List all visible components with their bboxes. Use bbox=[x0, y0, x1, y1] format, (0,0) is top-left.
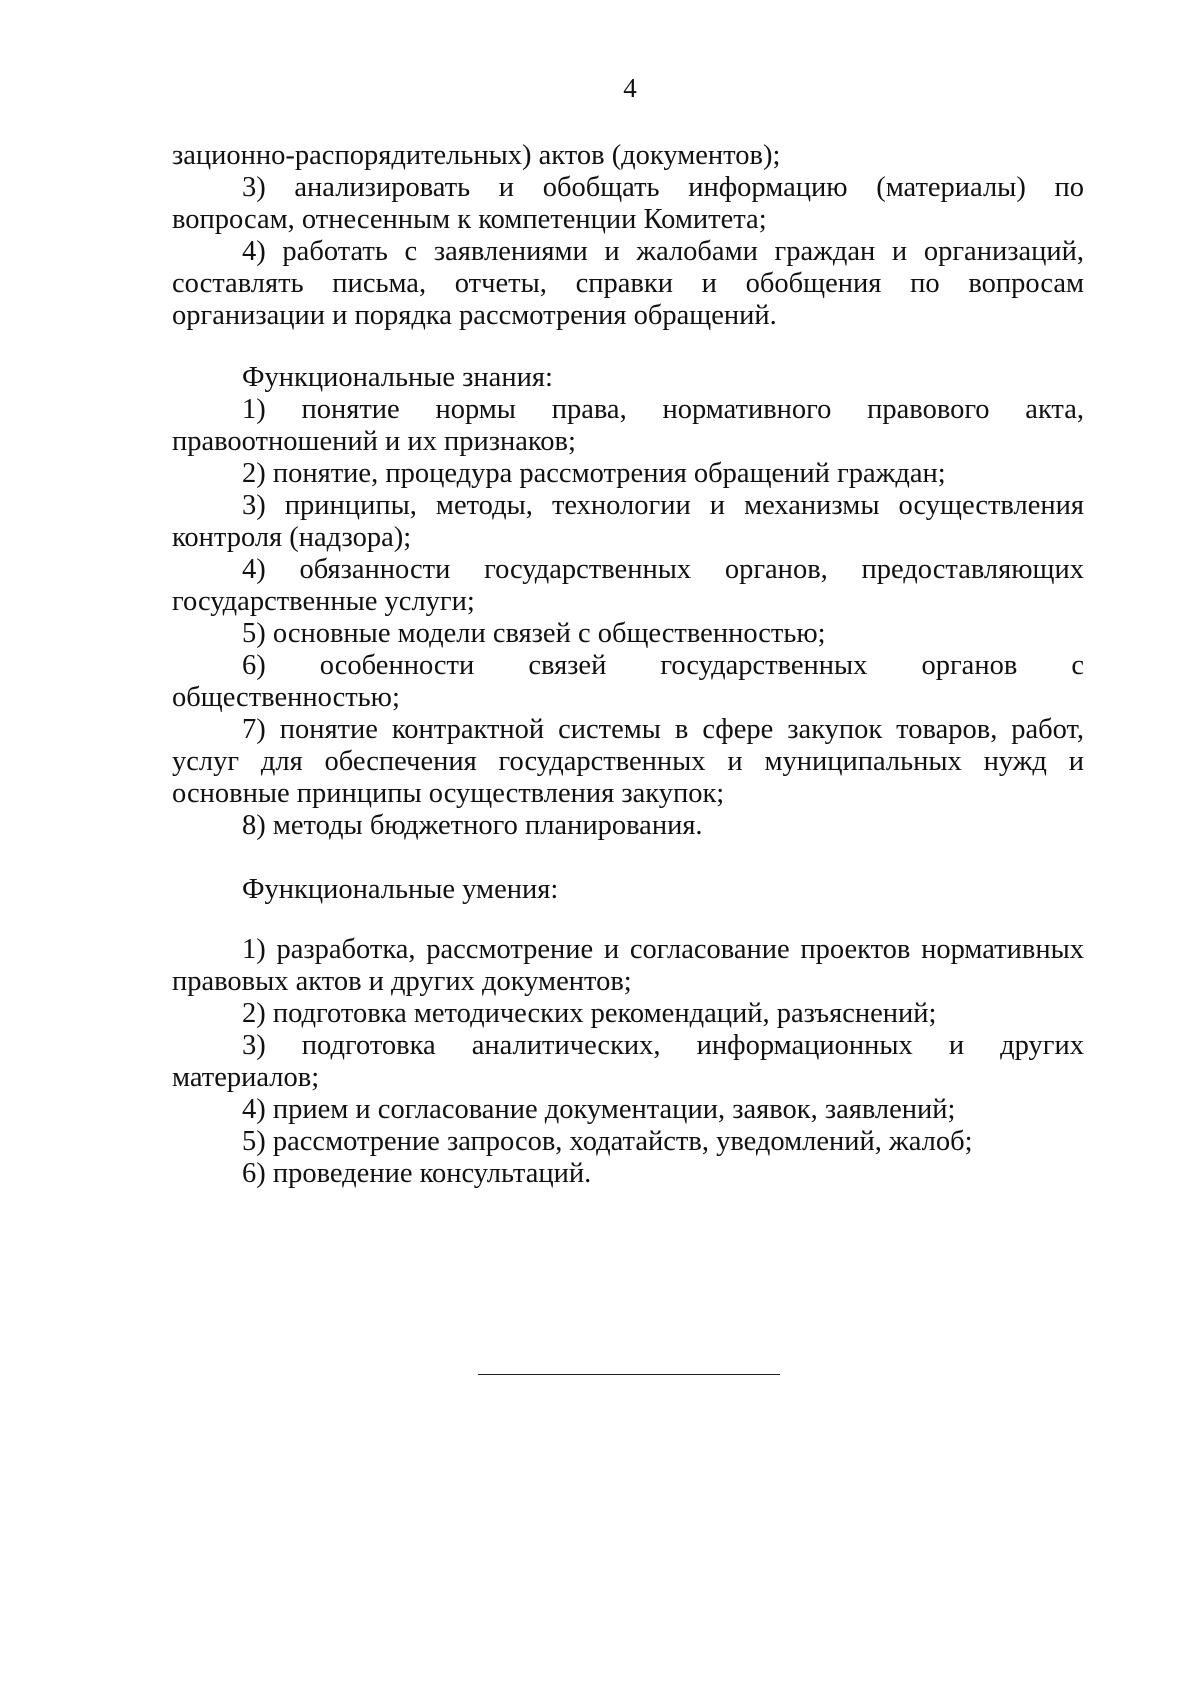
spacer bbox=[172, 906, 1084, 934]
skill-item: 6) проведение консультаций. bbox=[242, 1158, 592, 1189]
paragraph-item: 3) анализировать и обобщать информацию (материалы) по вопросам, отнесенным к компетенции Комитета; bbox=[172, 172, 1084, 235]
skill-item: 2) подготовка методических рекомендаций, разъяснений; bbox=[242, 998, 937, 1029]
knowledge-item: 5) основные модели связей с общественностью; bbox=[242, 618, 826, 649]
end-divider-line bbox=[478, 1374, 780, 1375]
skill-item: 5) рассмотрение запросов, ходатайств, уведомлений, жалоб; bbox=[242, 1126, 973, 1157]
skill-item: 3) подготовка аналитических, информационных и других материалов; bbox=[172, 1030, 1084, 1093]
page-number: 4 bbox=[623, 73, 637, 103]
knowledge-item: 6) особенности связей государственных органов с общественностью; bbox=[172, 650, 1084, 713]
knowledge-item: 3) принципы, методы, технологии и механизмы осуществления контроля (надзора); bbox=[172, 490, 1084, 553]
section-heading-knowledge: Функциональные знания: bbox=[242, 362, 553, 393]
skill-item: 4) прием и согласование документации, заявок, заявлений; bbox=[242, 1094, 956, 1125]
section-heading-skills: Функциональные умения: bbox=[242, 874, 559, 905]
spacer bbox=[172, 332, 1084, 362]
knowledge-item: 1) понятие нормы права, нормативного правового акта, правоотношений и их признаков; bbox=[172, 394, 1084, 457]
knowledge-item: 2) понятие, процедура рассмотрения обращений граждан; bbox=[242, 458, 946, 489]
spacer bbox=[172, 842, 1084, 874]
paragraph-item: 4) работать с заявлениями и жалобами граждан и организаций, составлять письма, отчеты, справки и обобщения по вопросам организации и порядка рассмотрения обращений. bbox=[172, 236, 1084, 331]
document-body bbox=[172, 140, 1084, 1190]
knowledge-item: 7) понятие контрактной системы в сфере закупок товаров, работ, услуг для обеспечения государственных и муниципальных нужд и основные принципы осуществления закупок; bbox=[172, 714, 1084, 809]
skill-item: 1) разработка, рассмотрение и согласование проектов нормативных правовых актов и других документов; bbox=[172, 934, 1084, 997]
knowledge-item: 8) методы бюджетного планирования. bbox=[242, 810, 703, 841]
knowledge-item: 4) обязанности государственных органов, предоставляющих государственные услуги; bbox=[172, 554, 1084, 617]
paragraph-continuation: зационно-распорядительных) актов (документов); bbox=[172, 140, 781, 171]
